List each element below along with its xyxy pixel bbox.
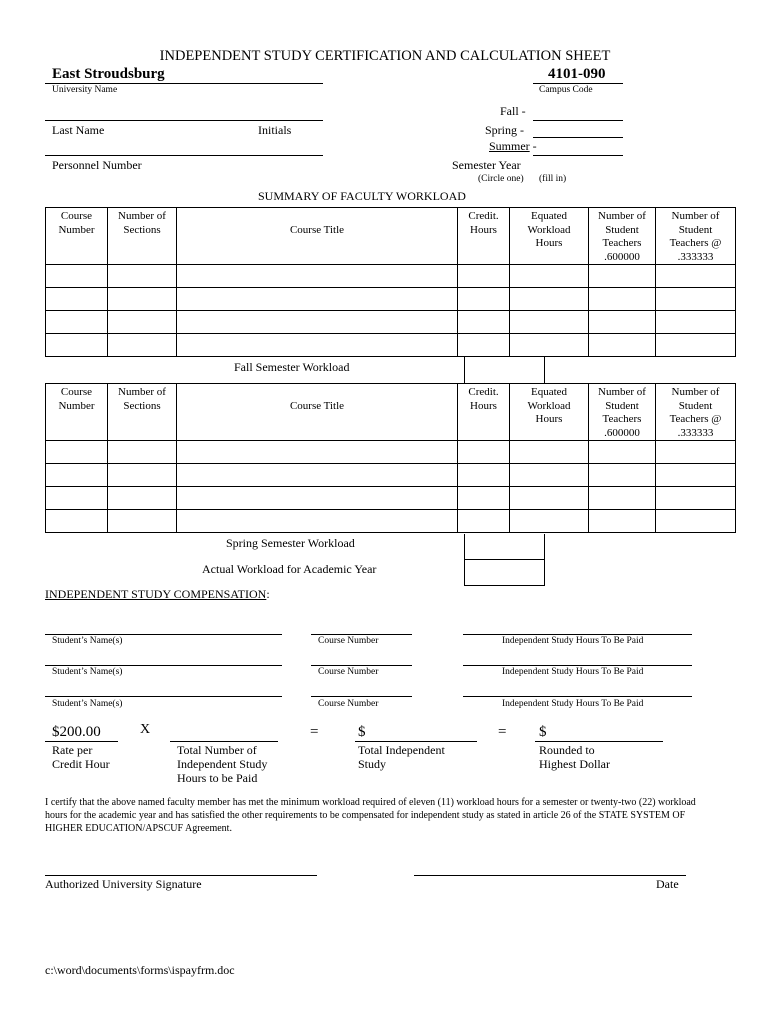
col-course-number: Course Number: [46, 208, 108, 265]
course-number-label: Course Number: [318, 699, 379, 709]
total-hours-field[interactable]: [170, 741, 278, 742]
actual-workload-label: Actual Workload for Academic Year: [202, 562, 377, 576]
total-hours-label: Total Number of Independent Study Hours to be Paid: [177, 743, 268, 785]
fall-workload-table: [45, 207, 736, 357]
total-is-label: Total Independent Study: [358, 743, 445, 771]
rate-label: Rate per Credit Hour: [52, 743, 110, 771]
student-name-field-3[interactable]: [45, 696, 282, 697]
course-number-field-2[interactable]: [311, 665, 412, 666]
personnel-number-label: Personnel Number: [52, 158, 142, 172]
dollar-sign-2: $: [539, 724, 547, 740]
is-hours-field-3[interactable]: [463, 696, 692, 697]
table-row: [46, 510, 736, 533]
spring-year-field[interactable]: [533, 137, 623, 138]
circle-one-note: (Circle one): [478, 174, 524, 184]
is-hours-label: Independent Study Hours To Be Paid: [502, 636, 644, 646]
equals-sign-1: =: [310, 724, 319, 740]
university-name-label: University Name: [52, 85, 118, 95]
signature-field[interactable]: [45, 875, 317, 876]
times-sign: X: [140, 722, 151, 737]
col-credit-hours: Credit. Hours: [458, 384, 510, 441]
fill-in-note: (fill in): [539, 174, 567, 184]
compensation-title: INDEPENDENT STUDY COMPENSATION:: [45, 587, 270, 601]
table-row: [46, 265, 736, 288]
fall-label: Fall -: [500, 104, 526, 118]
spring-workload-table: [45, 383, 736, 533]
certification-text: I certify that the above named faculty member has met the minimum workload required of eleven (11) workload hours for a semester or twenty-two (22) workload hours for the academic year and has satisfied the other requirements to be compensated for independent study as stated in article 26 of the STATE SYSTEM OF HIGHER EDUCATION/APSCUF Agreement.: [45, 797, 696, 834]
is-hours-field-1[interactable]: [463, 634, 692, 635]
equals-sign-2: =: [498, 724, 507, 740]
col-student-teachers-600: Number of Student Teachers .600000: [589, 384, 656, 441]
initials-label: Initials: [258, 123, 292, 137]
col-number-of-sections: Number of Sections: [108, 384, 177, 441]
total-is-field[interactable]: [355, 741, 477, 742]
table-row: [46, 311, 736, 334]
table-row: [46, 334, 736, 357]
table-row: [46, 464, 736, 487]
campus-code-value: 4101-090: [548, 66, 606, 82]
col-equated-workload-hours: Equated Workload Hours: [510, 208, 589, 265]
summer-label: Summer -: [489, 139, 537, 153]
table-row: [46, 441, 736, 464]
col-student-teachers-333: Number of Student Teachers @ .333333: [656, 208, 736, 265]
col-course-number: Course Number: [46, 384, 108, 441]
col-equated-workload-hours: Equated Workload Hours: [510, 384, 589, 441]
date-label: Date: [656, 877, 679, 891]
university-name-line[interactable]: [45, 83, 323, 84]
campus-code-label: Campus Code: [539, 85, 593, 95]
fall-semester-workload-box[interactable]: [464, 357, 545, 384]
student-name-label: Student’s Name(s): [52, 699, 123, 709]
course-number-field-1[interactable]: [311, 634, 412, 635]
fall-semester-workload-label: Fall Semester Workload: [234, 360, 350, 374]
dollar-sign-1: $: [358, 724, 366, 740]
course-number-label: Course Number: [318, 667, 379, 677]
last-name-field[interactable]: [45, 120, 323, 121]
col-student-teachers-600: Number of Student Teachers .600000: [589, 208, 656, 265]
student-name-field-2[interactable]: [45, 665, 282, 666]
summer-year-field[interactable]: [533, 155, 623, 156]
fall-year-field[interactable]: [533, 120, 623, 121]
summary-title: SUMMARY OF FACULTY WORKLOAD: [258, 189, 466, 203]
authorized-signature-label: Authorized University Signature: [45, 877, 202, 891]
last-name-label: Last Name: [52, 123, 105, 137]
col-course-title: Course Title: [177, 208, 458, 265]
col-number-of-sections: Number of Sections: [108, 208, 177, 265]
student-name-label: Student’s Name(s): [52, 636, 123, 646]
spring-semester-workload-label: Spring Semester Workload: [226, 536, 355, 550]
rate-value: $200.00: [52, 724, 101, 740]
table-row: [46, 288, 736, 311]
file-path: c:\word\documents\forms\ispayfrm.doc: [45, 963, 235, 977]
student-name-label: Student’s Name(s): [52, 667, 123, 677]
student-name-field-1[interactable]: [45, 634, 282, 635]
actual-workload-box[interactable]: [464, 559, 545, 586]
rate-line: [45, 741, 118, 742]
col-course-title: Course Title: [177, 384, 458, 441]
date-field[interactable]: [414, 875, 686, 876]
campus-code-line[interactable]: [533, 83, 623, 84]
university-name-value: East Stroudsburg: [52, 66, 165, 82]
col-student-teachers-333: Number of Student Teachers @ .333333: [656, 384, 736, 441]
form-title: INDEPENDENT STUDY CERTIFICATION AND CALCULATION SHEET: [159, 48, 611, 64]
is-hours-label: Independent Study Hours To Be Paid: [502, 699, 644, 709]
table-row: [46, 487, 736, 510]
rounded-field[interactable]: [535, 741, 663, 742]
personnel-number-field[interactable]: [45, 155, 323, 156]
course-number-label: Course Number: [318, 636, 379, 646]
spring-label: Spring -: [485, 123, 524, 137]
col-credit-hours: Credit. Hours: [458, 208, 510, 265]
is-hours-field-2[interactable]: [463, 665, 692, 666]
rounded-label: Rounded to Highest Dollar: [539, 743, 610, 771]
semester-year-label: Semester Year: [452, 158, 521, 172]
is-hours-label: Independent Study Hours To Be Paid: [502, 667, 644, 677]
spring-semester-workload-box[interactable]: [464, 534, 545, 560]
course-number-field-3[interactable]: [311, 696, 412, 697]
